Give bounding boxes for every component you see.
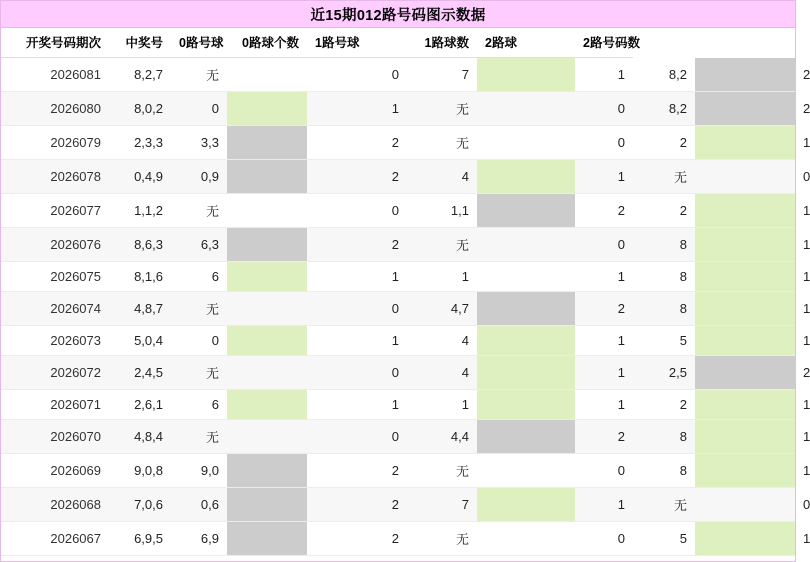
cell-road1-count: 2 xyxy=(575,420,633,454)
cell-road2-ball: 2 xyxy=(633,390,695,420)
cell-road0-ball: 6 xyxy=(171,262,227,292)
cell-road0-ball: 0 xyxy=(171,92,227,126)
cell-road2-ball: 无 xyxy=(633,160,695,194)
column-header-road1-count: 1路球数 xyxy=(407,28,477,58)
cell-road0-ball: 0 xyxy=(171,326,227,356)
cell-road1-marker xyxy=(477,488,575,522)
table-row: 2026077 1,1,2 无 0 1,1 2 2 1 xyxy=(1,194,795,228)
cell-issue: 2026081 xyxy=(1,58,109,92)
cell-road0-count: 1 xyxy=(307,262,407,292)
cell-winning-number: 0,4,9 xyxy=(109,160,171,194)
cell-road2-marker xyxy=(695,420,795,454)
cell-road1-marker xyxy=(477,292,575,326)
cell-road1-ball: 无 xyxy=(407,454,477,488)
column-header-issue: 开奖号码期次 xyxy=(1,28,109,58)
cell-road0-count: 2 xyxy=(307,126,407,160)
cell-issue: 2026075 xyxy=(1,262,109,292)
column-header-road0-count: 0路球个数 xyxy=(227,28,307,58)
cell-road0-marker xyxy=(227,126,307,160)
table-row: 2026080 8,0,2 0 1 无 0 8,2 2 xyxy=(1,92,795,126)
cell-issue: 2026069 xyxy=(1,454,109,488)
cell-road1-count: 0 xyxy=(575,522,633,556)
cell-winning-number: 2,4,5 xyxy=(109,356,171,390)
cell-road1-count: 2 xyxy=(575,292,633,326)
cell-road1-marker xyxy=(477,420,575,454)
cell-winning-number: 8,6,3 xyxy=(109,228,171,262)
cell-road1-ball: 无 xyxy=(407,92,477,126)
cell-road2-ball: 2,5 xyxy=(633,356,695,390)
cell-issue: 2026074 xyxy=(1,292,109,326)
cell-road1-ball: 7 xyxy=(407,488,477,522)
column-header-road0-ball: 0路号球 xyxy=(171,28,227,58)
cell-winning-number: 2,3,3 xyxy=(109,126,171,160)
cell-road1-marker xyxy=(477,262,575,292)
cell-road1-marker xyxy=(477,522,575,556)
cell-road1-count: 1 xyxy=(575,356,633,390)
cell-road0-count: 0 xyxy=(307,292,407,326)
table-row: 2026076 8,6,3 6,3 2 无 0 8 1 xyxy=(1,228,795,262)
cell-winning-number: 8,1,6 xyxy=(109,262,171,292)
cell-road1-marker xyxy=(477,160,575,194)
cell-road1-ball: 4 xyxy=(407,326,477,356)
cell-winning-number: 4,8,4 xyxy=(109,420,171,454)
cell-road1-count: 0 xyxy=(575,228,633,262)
cell-road0-marker xyxy=(227,292,307,326)
cell-road2-marker xyxy=(695,326,795,356)
cell-issue: 2026073 xyxy=(1,326,109,356)
table-row: 2026073 5,0,4 0 1 4 1 5 1 xyxy=(1,326,795,356)
cell-road1-count: 1 xyxy=(575,488,633,522)
table-row: 2026081 8,2,7 无 0 7 1 8,2 2 xyxy=(1,58,795,92)
cell-road0-marker xyxy=(227,194,307,228)
cell-road0-count: 0 xyxy=(307,194,407,228)
cell-issue: 2026068 xyxy=(1,488,109,522)
cell-road1-count: 1 xyxy=(575,326,633,356)
cell-road0-ball: 无 xyxy=(171,420,227,454)
cell-road1-marker xyxy=(477,228,575,262)
cell-road2-ball: 2 xyxy=(633,194,695,228)
column-header-road2-count: 2路号码数 xyxy=(575,28,633,58)
cell-winning-number: 6,9,5 xyxy=(109,522,171,556)
cell-road1-marker xyxy=(477,326,575,356)
page-title: 近15期012路号码图示数据 xyxy=(310,7,486,24)
cell-road1-ball: 无 xyxy=(407,228,477,262)
cell-road1-ball: 1,1 xyxy=(407,194,477,228)
cell-road0-marker xyxy=(227,454,307,488)
cell-road2-marker xyxy=(695,228,795,262)
cell-issue: 2026067 xyxy=(1,522,109,556)
cell-road0-ball: 6 xyxy=(171,390,227,420)
cell-road2-marker xyxy=(695,262,795,292)
cell-road2-marker xyxy=(695,522,795,556)
cell-road2-marker xyxy=(695,292,795,326)
cell-road1-marker xyxy=(477,126,575,160)
cell-road1-ball: 4,4 xyxy=(407,420,477,454)
cell-road1-ball: 4,7 xyxy=(407,292,477,326)
cell-road2-marker xyxy=(695,194,795,228)
cell-road2-marker xyxy=(695,126,795,160)
cell-road1-ball: 4 xyxy=(407,160,477,194)
table-row: 2026072 2,4,5 无 0 4 1 2,5 2 xyxy=(1,356,795,390)
cell-road0-marker xyxy=(227,326,307,356)
cell-road2-marker xyxy=(695,390,795,420)
cell-issue: 2026070 xyxy=(1,420,109,454)
cell-road0-count: 1 xyxy=(307,390,407,420)
cell-road1-marker xyxy=(477,194,575,228)
column-header-road1-ball: 1路号球 xyxy=(307,28,407,58)
cell-road1-ball: 无 xyxy=(407,522,477,556)
cell-winning-number: 8,0,2 xyxy=(109,92,171,126)
cell-road0-marker xyxy=(227,522,307,556)
cell-road0-ball: 9,0 xyxy=(171,454,227,488)
cell-road0-ball: 6,3 xyxy=(171,228,227,262)
cell-road1-count: 1 xyxy=(575,262,633,292)
table-row: 2026075 8,1,6 6 1 1 1 8 1 xyxy=(1,262,795,292)
cell-road0-count: 0 xyxy=(307,58,407,92)
cell-road0-count: 2 xyxy=(307,228,407,262)
cell-road0-count: 0 xyxy=(307,420,407,454)
cell-road0-count: 2 xyxy=(307,488,407,522)
cell-road0-count: 2 xyxy=(307,454,407,488)
cell-winning-number: 2,6,1 xyxy=(109,390,171,420)
cell-road1-ball: 4 xyxy=(407,356,477,390)
table-row: 2026068 7,0,6 0,6 2 7 1 无 0 xyxy=(1,488,795,522)
cell-road0-ball: 0,6 xyxy=(171,488,227,522)
column-header-winning: 中奖号 xyxy=(109,28,171,58)
cell-road2-ball: 8,2 xyxy=(633,92,695,126)
cell-road0-ball: 无 xyxy=(171,194,227,228)
cell-road1-ball: 无 xyxy=(407,126,477,160)
cell-winning-number: 8,2,7 xyxy=(109,58,171,92)
cell-road0-ball: 无 xyxy=(171,292,227,326)
cell-issue: 2026078 xyxy=(1,160,109,194)
cell-road2-ball: 8 xyxy=(633,454,695,488)
cell-road0-marker xyxy=(227,92,307,126)
cell-road1-count: 2 xyxy=(575,194,633,228)
cell-road2-ball: 5 xyxy=(633,522,695,556)
table-row: 2026067 6,9,5 6,9 2 无 0 5 1 xyxy=(1,522,795,556)
cell-road1-marker xyxy=(477,58,575,92)
cell-winning-number: 5,0,4 xyxy=(109,326,171,356)
cell-road0-marker xyxy=(227,228,307,262)
cell-road2-marker xyxy=(695,454,795,488)
cell-road1-count: 0 xyxy=(575,126,633,160)
cell-issue: 2026076 xyxy=(1,228,109,262)
table-row: 2026074 4,8,7 无 0 4,7 2 8 1 xyxy=(1,292,795,326)
cell-road0-count: 2 xyxy=(307,160,407,194)
title-bar xyxy=(1,1,795,28)
cell-road0-ball: 0,9 xyxy=(171,160,227,194)
cell-road1-marker xyxy=(477,356,575,390)
cell-road0-marker xyxy=(227,488,307,522)
cell-road0-marker xyxy=(227,390,307,420)
cell-road1-count: 1 xyxy=(575,58,633,92)
cell-road1-count: 1 xyxy=(575,160,633,194)
cell-road0-count: 2 xyxy=(307,522,407,556)
cell-road0-marker xyxy=(227,262,307,292)
table-row: 2026070 4,8,4 无 0 4,4 2 8 1 xyxy=(1,420,795,454)
cell-road0-count: 0 xyxy=(307,356,407,390)
cell-road2-ball: 无 xyxy=(633,488,695,522)
cell-road2-ball: 5 xyxy=(633,326,695,356)
cell-road2-marker xyxy=(695,58,795,92)
cell-issue: 2026080 xyxy=(1,92,109,126)
cell-road0-marker xyxy=(227,356,307,390)
cell-road1-marker xyxy=(477,92,575,126)
cell-road2-ball: 8 xyxy=(633,228,695,262)
table-row: 2026079 2,3,3 3,3 2 无 0 2 1 xyxy=(1,126,795,160)
cell-road2-marker xyxy=(695,92,795,126)
cell-road0-count: 1 xyxy=(307,326,407,356)
cell-road2-ball: 2 xyxy=(633,126,695,160)
cell-road1-marker xyxy=(477,454,575,488)
cell-winning-number: 7,0,6 xyxy=(109,488,171,522)
column-header-road2-ball: 2路球 xyxy=(477,28,575,58)
cell-road2-ball: 8,2 xyxy=(633,58,695,92)
cell-road0-marker xyxy=(227,420,307,454)
cell-winning-number: 4,8,7 xyxy=(109,292,171,326)
table-row: 2026069 9,0,8 9,0 2 无 0 8 1 xyxy=(1,454,795,488)
cell-road2-ball: 8 xyxy=(633,262,695,292)
cell-road0-marker xyxy=(227,160,307,194)
cell-winning-number: 1,1,2 xyxy=(109,194,171,228)
cell-road1-ball: 1 xyxy=(407,390,477,420)
cell-road1-count: 0 xyxy=(575,454,633,488)
cell-issue: 2026079 xyxy=(1,126,109,160)
data-table xyxy=(1,28,810,556)
table-body xyxy=(1,58,810,556)
cell-road2-marker xyxy=(695,356,795,390)
cell-winning-number: 9,0,8 xyxy=(109,454,171,488)
cell-road1-count: 1 xyxy=(575,390,633,420)
table-row: 2026078 0,4,9 0,9 2 4 1 无 0 xyxy=(1,160,795,194)
cell-road2-ball: 8 xyxy=(633,420,695,454)
table-row: 2026071 2,6,1 6 1 1 1 2 1 xyxy=(1,390,795,420)
cell-road1-ball: 7 xyxy=(407,58,477,92)
table-header-row xyxy=(1,28,795,58)
cell-road0-ball: 6,9 xyxy=(171,522,227,556)
cell-road0-ball: 无 xyxy=(171,356,227,390)
cell-road2-ball: 8 xyxy=(633,292,695,326)
cell-issue: 2026077 xyxy=(1,194,109,228)
cell-road2-marker xyxy=(695,488,795,522)
cell-road2-marker xyxy=(695,160,795,194)
cell-road1-ball: 1 xyxy=(407,262,477,292)
cell-road1-marker xyxy=(477,390,575,420)
table-header xyxy=(1,28,795,58)
cell-road0-marker xyxy=(227,58,307,92)
cell-issue: 2026072 xyxy=(1,356,109,390)
cell-road0-ball: 无 xyxy=(171,58,227,92)
cell-issue: 2026071 xyxy=(1,390,109,420)
cell-road0-ball: 3,3 xyxy=(171,126,227,160)
cell-road1-count: 0 xyxy=(575,92,633,126)
cell-road0-count: 1 xyxy=(307,92,407,126)
